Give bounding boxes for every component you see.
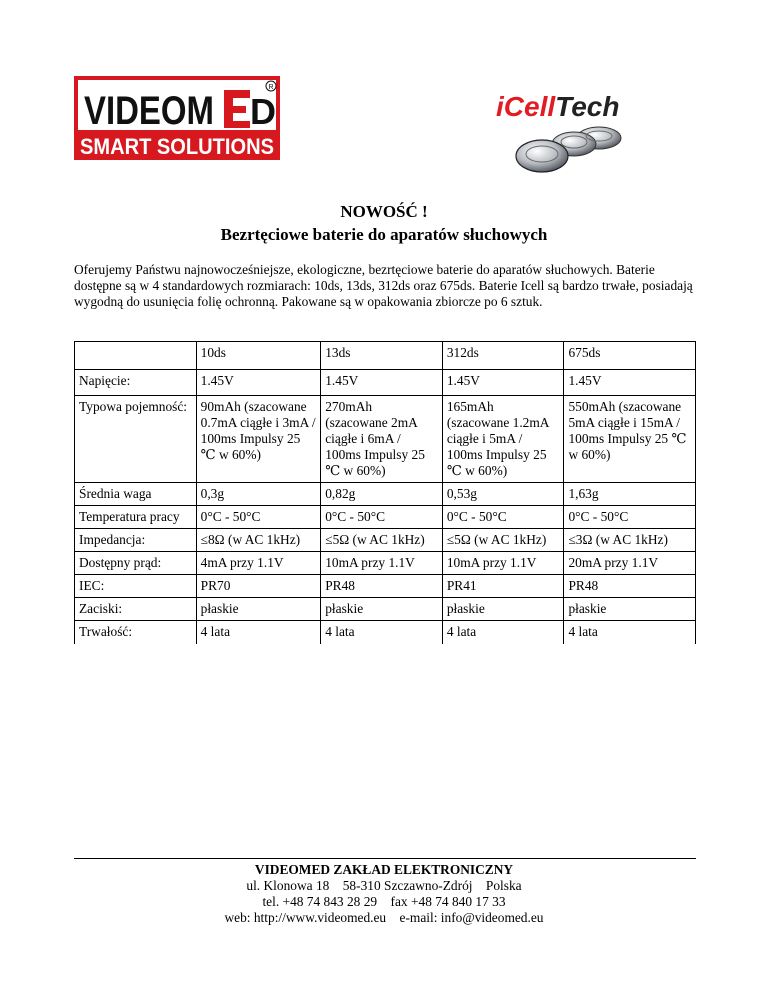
table-row bbox=[75, 575, 696, 598]
table-row-label: Napięcie: bbox=[75, 370, 197, 396]
table-cell: 0°C - 50°C bbox=[321, 506, 443, 529]
table-row bbox=[75, 370, 696, 396]
table-cell: 0,3g bbox=[196, 483, 321, 506]
table-row bbox=[75, 396, 696, 483]
table-cell: 10mA przy 1.1V bbox=[442, 552, 564, 575]
table-row-label: Impedancja: bbox=[75, 529, 197, 552]
table-cell: płaskie bbox=[442, 598, 564, 621]
table-cell: 0°C - 50°C bbox=[564, 506, 696, 529]
table-row bbox=[75, 621, 696, 645]
icell-prefix: iCell bbox=[496, 91, 556, 122]
table-cell: PR48 bbox=[564, 575, 696, 598]
table-cell: płaskie bbox=[564, 598, 696, 621]
table-header-cell bbox=[75, 342, 197, 370]
table-cell: 4mA przy 1.1V bbox=[196, 552, 321, 575]
table-row bbox=[75, 506, 696, 529]
table-cell: 270mAh (szacowane 2mA ciągłe i 6mA / 100ms Impulsy 25 ℃ w 60%) bbox=[321, 396, 443, 483]
table-cell: PR70 bbox=[196, 575, 321, 598]
table-row-label: IEC: bbox=[75, 575, 197, 598]
table-header-cell: 675ds bbox=[564, 342, 696, 370]
table-cell: PR41 bbox=[442, 575, 564, 598]
table-header-cell: 13ds bbox=[321, 342, 443, 370]
icelltech-logo bbox=[494, 86, 644, 186]
table-cell: płaskie bbox=[321, 598, 443, 621]
table-row-label: Temperatura pracy bbox=[75, 506, 197, 529]
table-cell: PR48 bbox=[321, 575, 443, 598]
videomed-logo-d: D bbox=[250, 91, 276, 132]
registered-mark: R bbox=[268, 84, 274, 91]
headline-product: Bezrtęciowe baterie do aparatów słuchowych bbox=[220, 225, 548, 244]
table-row-label: Średnia waga bbox=[75, 483, 197, 506]
table-cell: 20mA przy 1.1V bbox=[564, 552, 696, 575]
footer-contact: web: http://www.videomed.eu e-mail: info@videomed.eu bbox=[224, 910, 544, 925]
table-header-cell: 312ds bbox=[442, 342, 564, 370]
table-cell: 4 lata bbox=[196, 621, 321, 645]
table-row bbox=[75, 552, 696, 575]
intro-paragraph: Oferujemy Państwu najnowocześniejsze, ekologiczne, bezrtęciowe baterie do aparatów słuchowych. Baterie dostępne są w 4 standardowych rozmiarach: 10ds, 13ds, 312ds oraz 675ds. Baterie Icell są bardzo trwałe, posiadają wygodną do usunięcia folię ochronną. Pakowane są w opakowania zbiorcze po 6 sztuk. bbox=[74, 262, 693, 309]
table-cell: 1.45V bbox=[442, 370, 564, 396]
table-row-label: Typowa pojemność: bbox=[75, 396, 197, 483]
table-cell: 4 lata bbox=[564, 621, 696, 645]
table-cell: 550mAh (szacowane 5mA ciągłe i 15mA / 100ms Impulsy 25 ℃ w 60%) bbox=[564, 396, 696, 483]
table-row-label: Trwałość: bbox=[75, 621, 197, 645]
table-cell: 0°C - 50°C bbox=[196, 506, 321, 529]
svg-text:iCellTech bbox=[496, 91, 619, 122]
table-row bbox=[75, 598, 696, 621]
table-cell: 165mAh (szacowane 1.2mA ciągłe i 5mA / 100ms Impulsy 25 ℃ w 60%) bbox=[442, 396, 564, 483]
table-header-row bbox=[75, 342, 696, 370]
table-cell: ≤8Ω (w AC 1kHz) bbox=[196, 529, 321, 552]
headline-new: NOWOŚĆ ! bbox=[340, 202, 428, 221]
table-cell: 0,53g bbox=[442, 483, 564, 506]
footer-address: ul. Klonowa 18 58-310 Szczawno-Zdrój Polska bbox=[246, 878, 522, 893]
videomed-logo bbox=[74, 76, 280, 160]
table-row bbox=[75, 483, 696, 506]
table-cell: 0,82g bbox=[321, 483, 443, 506]
table-row bbox=[75, 529, 696, 552]
table-cell: 1.45V bbox=[196, 370, 321, 396]
footer-phone: tel. +48 74 843 28 29 fax +48 74 840 17 33 bbox=[262, 894, 506, 909]
table-cell: ≤5Ω (w AC 1kHz) bbox=[321, 529, 443, 552]
videomed-logo-word: VIDEOM bbox=[84, 89, 214, 133]
table-row-label: Dostępny prąd: bbox=[75, 552, 197, 575]
table-cell: ≤3Ω (w AC 1kHz) bbox=[564, 529, 696, 552]
table-row-label: Zaciski: bbox=[75, 598, 197, 621]
battery-spec-table bbox=[74, 341, 696, 644]
table-cell: 4 lata bbox=[321, 621, 443, 645]
table-cell: 90mAh (szacowane 0.7mA ciągłe i 3mA / 100ms Impulsy 25 ℃ w 60%) bbox=[196, 396, 321, 483]
icell-suffix: Tech bbox=[555, 91, 620, 122]
table-cell: 10mA przy 1.1V bbox=[321, 552, 443, 575]
table-cell: 1.45V bbox=[321, 370, 443, 396]
table-cell: 1.45V bbox=[564, 370, 696, 396]
table-cell: 1,63g bbox=[564, 483, 696, 506]
table-cell: płaskie bbox=[196, 598, 321, 621]
table-cell: ≤5Ω (w AC 1kHz) bbox=[442, 529, 564, 552]
table-header-cell: 10ds bbox=[196, 342, 321, 370]
footer-company: VIDEOMED ZAKŁAD ELEKTRONICZNY bbox=[254, 862, 514, 877]
footer-divider bbox=[74, 858, 696, 859]
table-cell: 0°C - 50°C bbox=[442, 506, 564, 529]
table-cell: 4 lata bbox=[442, 621, 564, 645]
videomed-tagline: SMART SOLUTIONS bbox=[80, 134, 274, 159]
footer bbox=[0, 862, 768, 926]
